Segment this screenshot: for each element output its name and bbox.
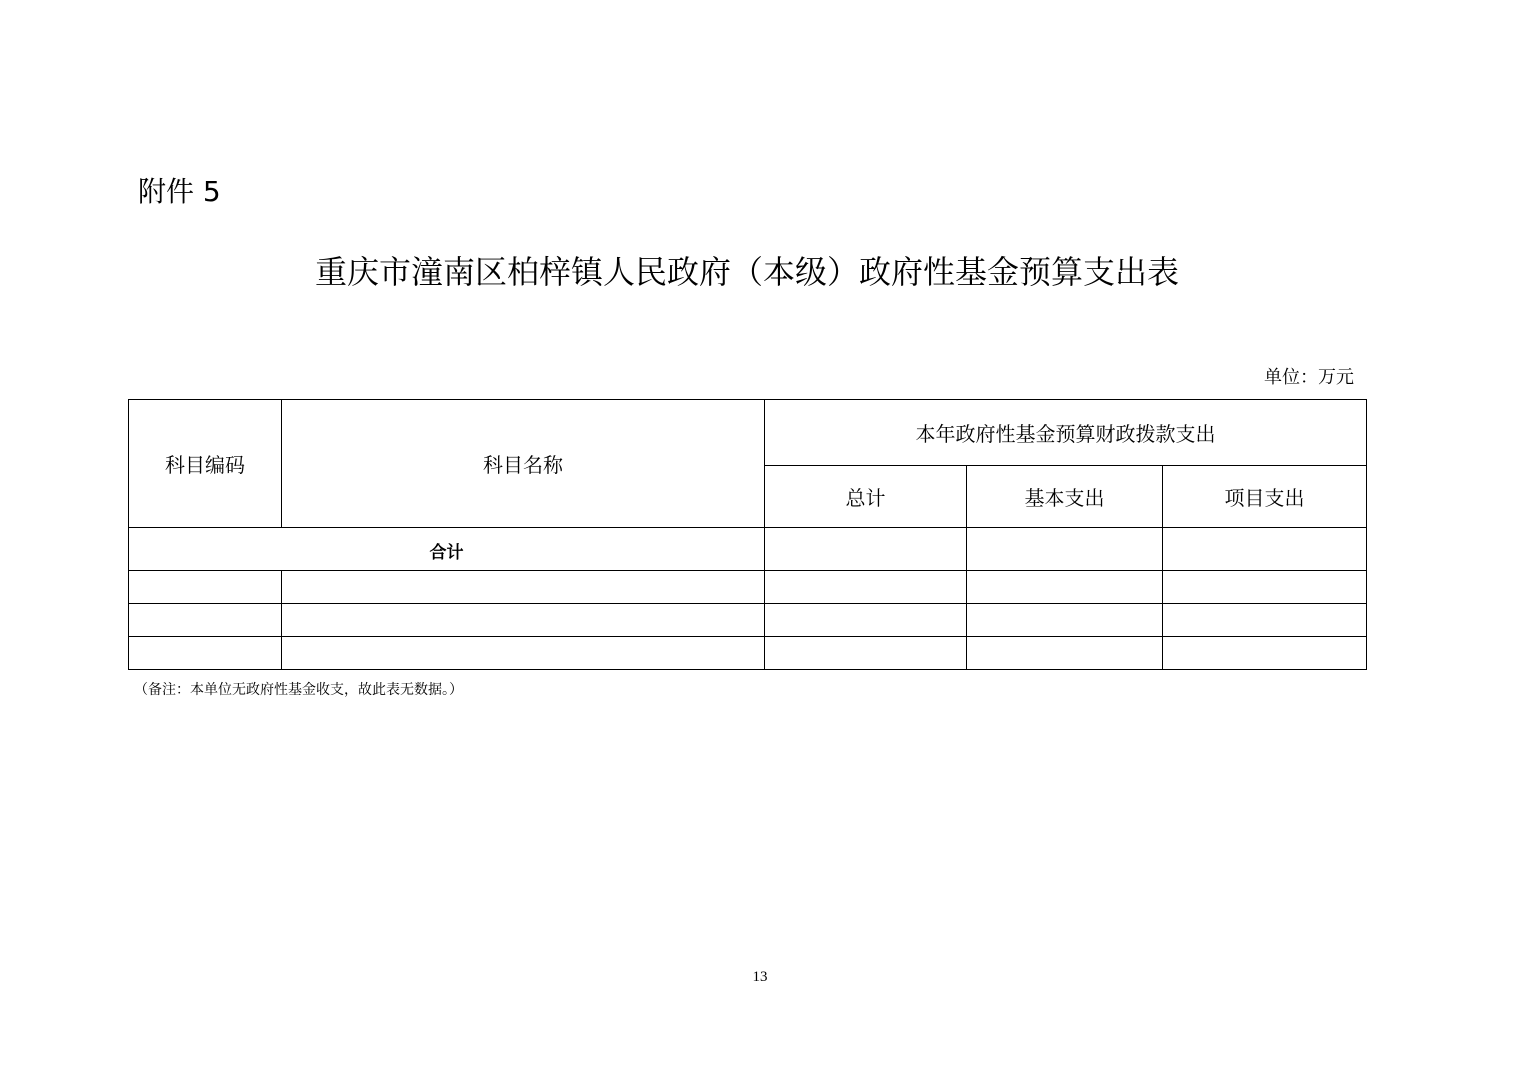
total-cell-project [1163, 528, 1367, 571]
total-cell-total [765, 528, 967, 571]
cell-basic [967, 571, 1163, 604]
cell-total [765, 637, 967, 670]
cell-code [129, 604, 282, 637]
header-project: 项目支出 [1163, 466, 1367, 528]
table-row [129, 604, 1367, 637]
table-row [129, 571, 1367, 604]
header-row-1 [129, 400, 1367, 466]
cell-total [765, 604, 967, 637]
unit-label: 单位：万元 [1264, 367, 1354, 388]
cell-project [1163, 637, 1367, 670]
header-code: 科目编码 [129, 400, 282, 528]
header-group: 本年政府性基金预算财政拨款支出 [765, 400, 1367, 466]
table-note: （备注：本单位无政府性基金收支，故此表无数据。） [134, 682, 463, 698]
cell-code [129, 571, 282, 604]
header-name: 科目名称 [282, 400, 765, 528]
total-label: 合计 [129, 528, 765, 571]
header-total: 总计 [765, 466, 967, 528]
cell-code [129, 637, 282, 670]
cell-basic [967, 637, 1163, 670]
attachment-label: 附件 5 [138, 175, 221, 208]
budget-table [128, 399, 1367, 670]
total-row [129, 528, 1367, 571]
table-row [129, 637, 1367, 670]
cell-name [282, 604, 765, 637]
cell-total [765, 571, 967, 604]
cell-name [282, 571, 765, 604]
cell-name [282, 637, 765, 670]
cell-project [1163, 571, 1367, 604]
page-number: 13 [752, 969, 768, 985]
page-title: 重庆市潼南区柏梓镇人民政府（本级）政府性基金预算支出表 [314, 253, 1179, 291]
header-basic: 基本支出 [967, 466, 1163, 528]
cell-project [1163, 604, 1367, 637]
total-cell-basic [967, 528, 1163, 571]
cell-basic [967, 604, 1163, 637]
